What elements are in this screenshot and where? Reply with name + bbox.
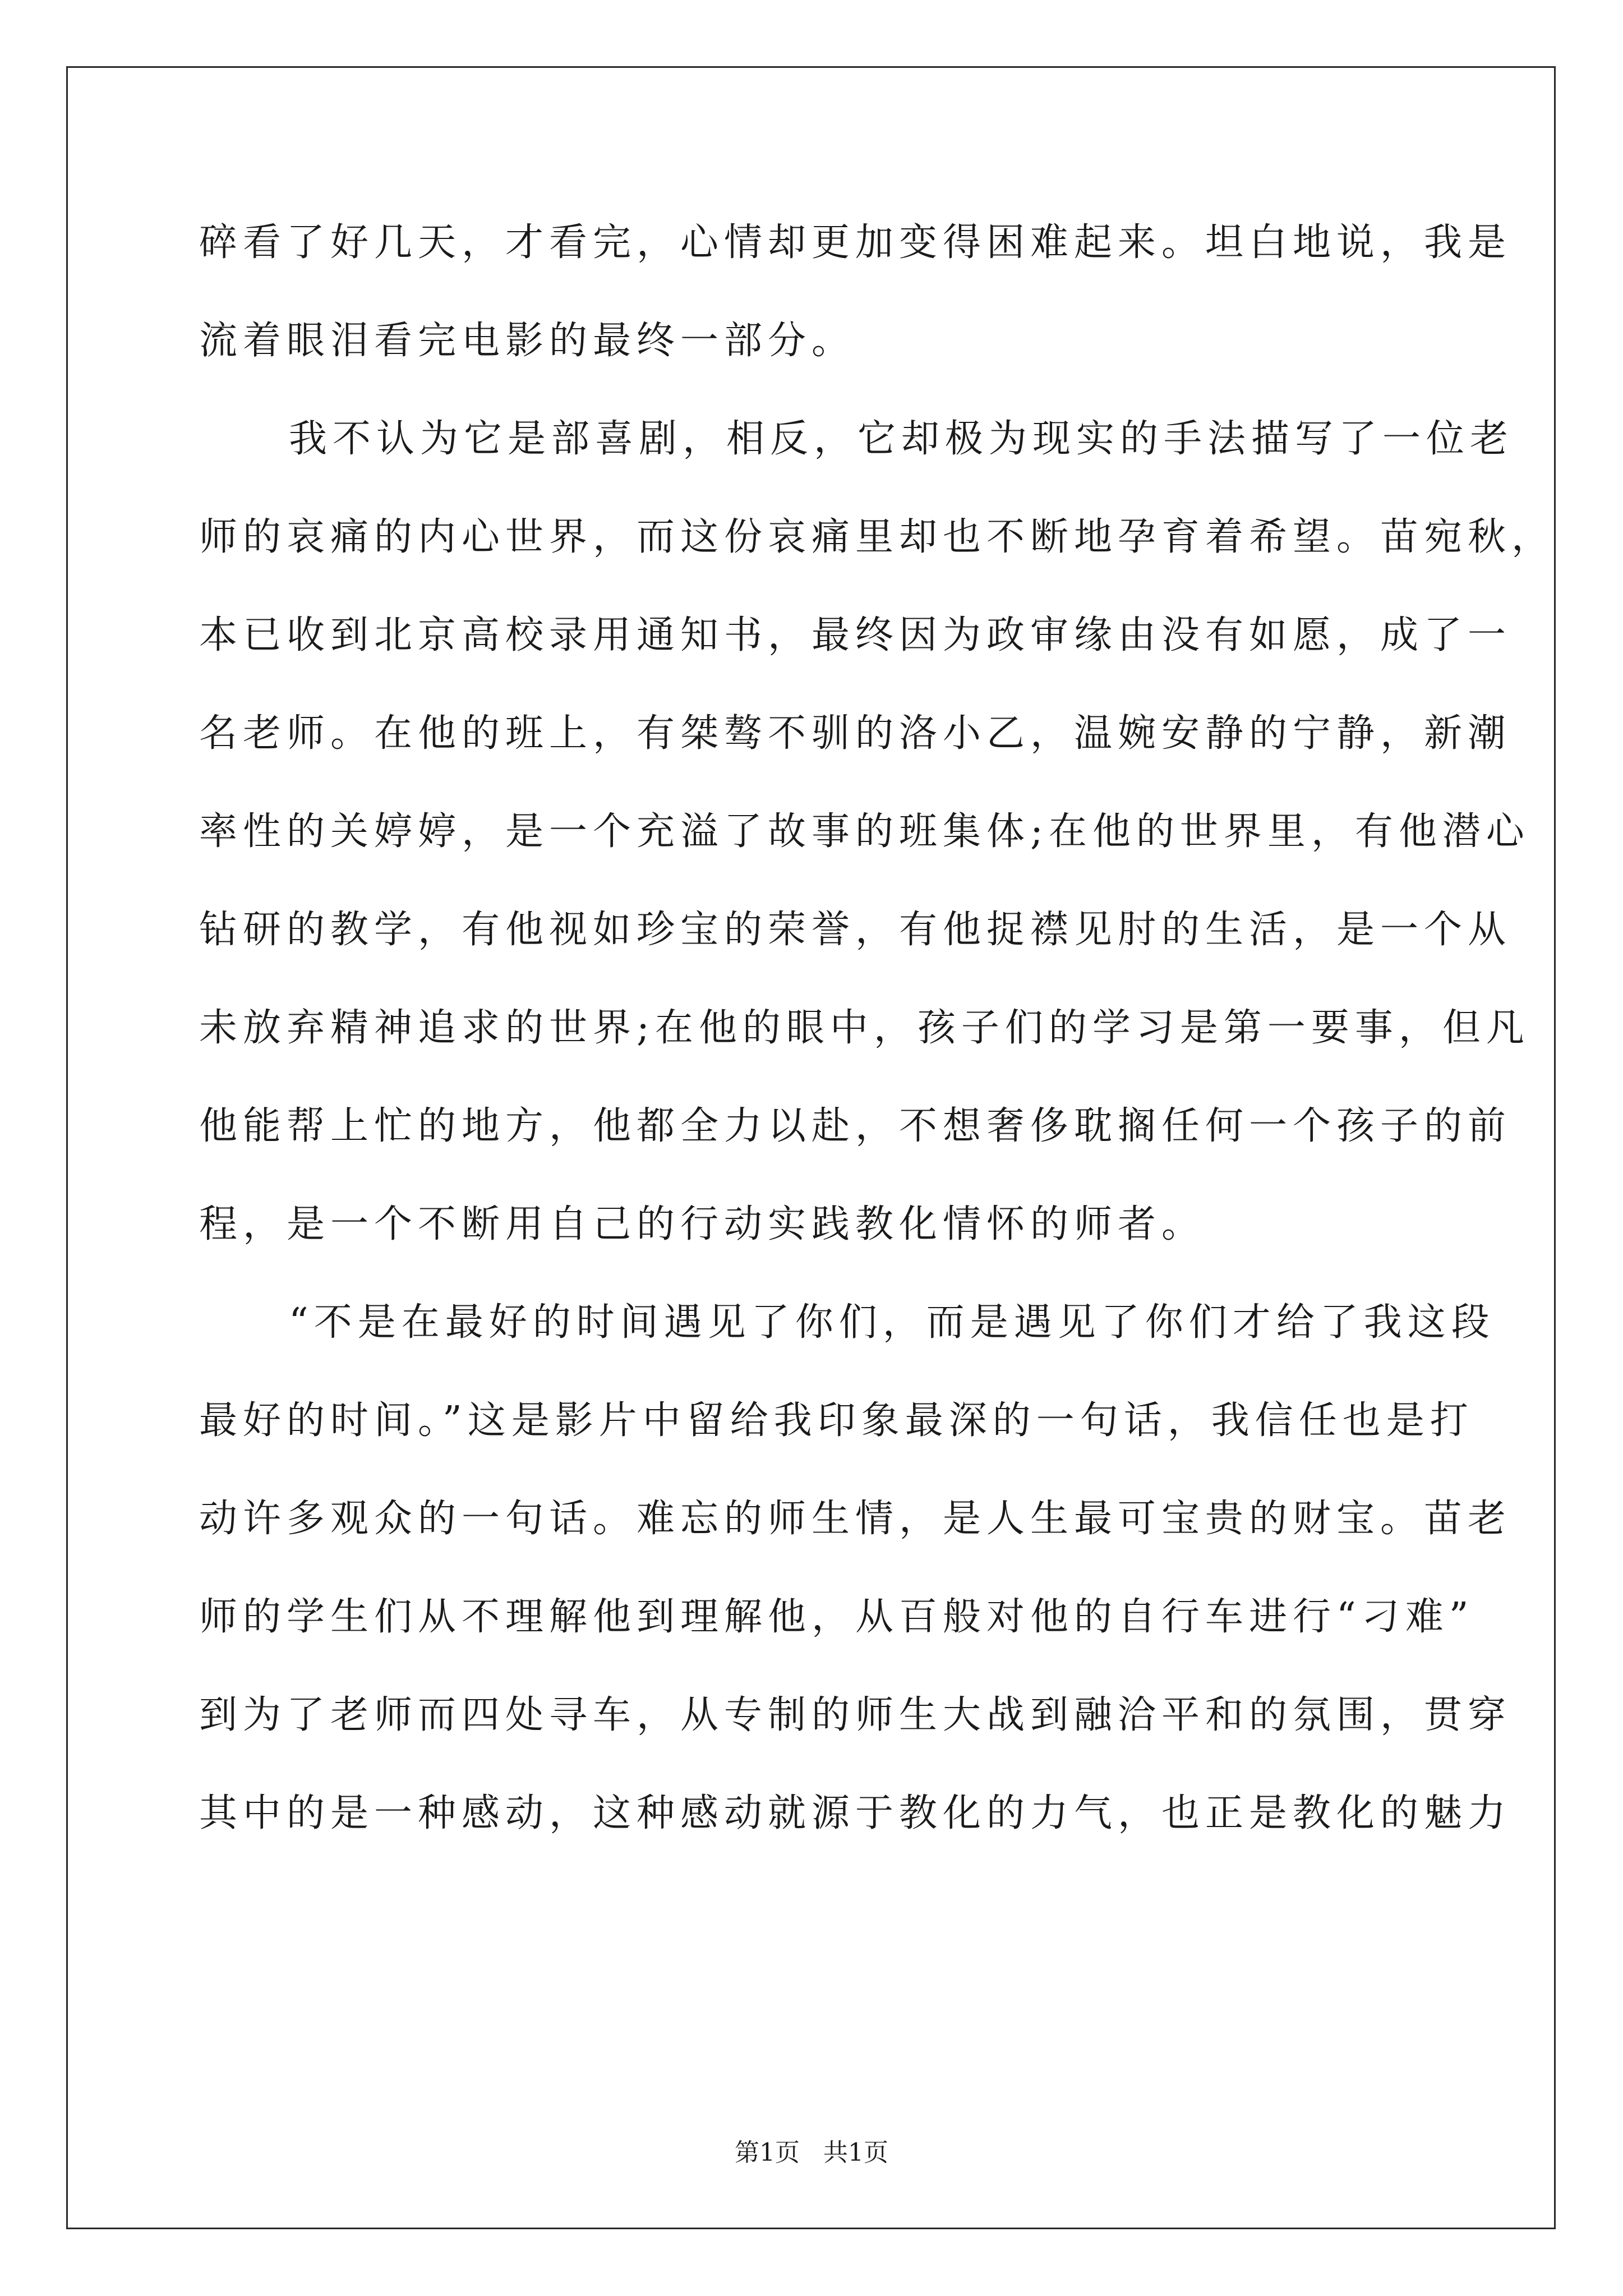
text-line: 动许多观众的一句话。难忘的师生情，是人生最可宝贵的财宝。苗老	[199, 1497, 1512, 1541]
page-footer	[0, 2136, 1623, 2170]
text-line: 本已收到北京高校录用通知书，最终因为政审缘由没有如愿，成了一	[199, 613, 1512, 657]
page-total: 共1页	[823, 2138, 888, 2167]
page-number: 第1页	[735, 2138, 800, 2167]
text-line: 师的学生们从不理解他到理解他，从百般对他的自行车进行“刁难”	[199, 1595, 1474, 1639]
text-line: 我不认为它是部喜剧，相反，它却极为现实的手法描写了一位老	[289, 417, 1514, 461]
text-line: 师的哀痛的内心世界，而这份哀痛里却也不断地孕育着希望。苗宛秋，	[199, 515, 1556, 559]
text-line: 最好的时间。”这是影片中留给我印象最深的一句话，我信任也是打	[199, 1398, 1474, 1443]
text-line: 率性的关婷婷，是一个充溢了故事的班集体;在他的世界里，有他潜心	[199, 809, 1530, 854]
text-line: 到为了老师而四处寻车，从专制的师生大战到融洽平和的氛围，贯穿	[199, 1693, 1512, 1737]
text-line: 其中的是一种感动，这种感动就源于教化的力气，也正是教化的魅力	[199, 1791, 1512, 1835]
text-line: 钻研的教学，有他视如珍宝的荣誉，有他捉襟见肘的生活，是一个从	[199, 908, 1512, 952]
document-body	[199, 216, 1556, 1885]
text-line: 他能帮上忙的地方，他都全力以赴，不想奢侈耽搁任何一个孩子的前	[199, 1104, 1512, 1148]
text-line: 名老师。在他的班上，有桀骜不驯的洛小乙，温婉安静的宁静，新潮	[199, 711, 1512, 756]
text-line: “不是在最好的时间遇见了你们，而是遇见了你们才给了我这段	[289, 1300, 1495, 1345]
text-line: 未放弃精神追求的世界;在他的眼中，孩子们的学习是第一要事，但凡	[199, 1006, 1530, 1050]
text-line: 程，是一个不断用自己的行动实践教化情怀的师者。	[199, 1202, 1206, 1246]
text-line: 流着眼泪看完电影的最终一部分。	[199, 319, 856, 363]
text-line: 碎看了好几天，才看完，心情却更加变得困难起来。坦白地说，我是	[199, 220, 1512, 265]
